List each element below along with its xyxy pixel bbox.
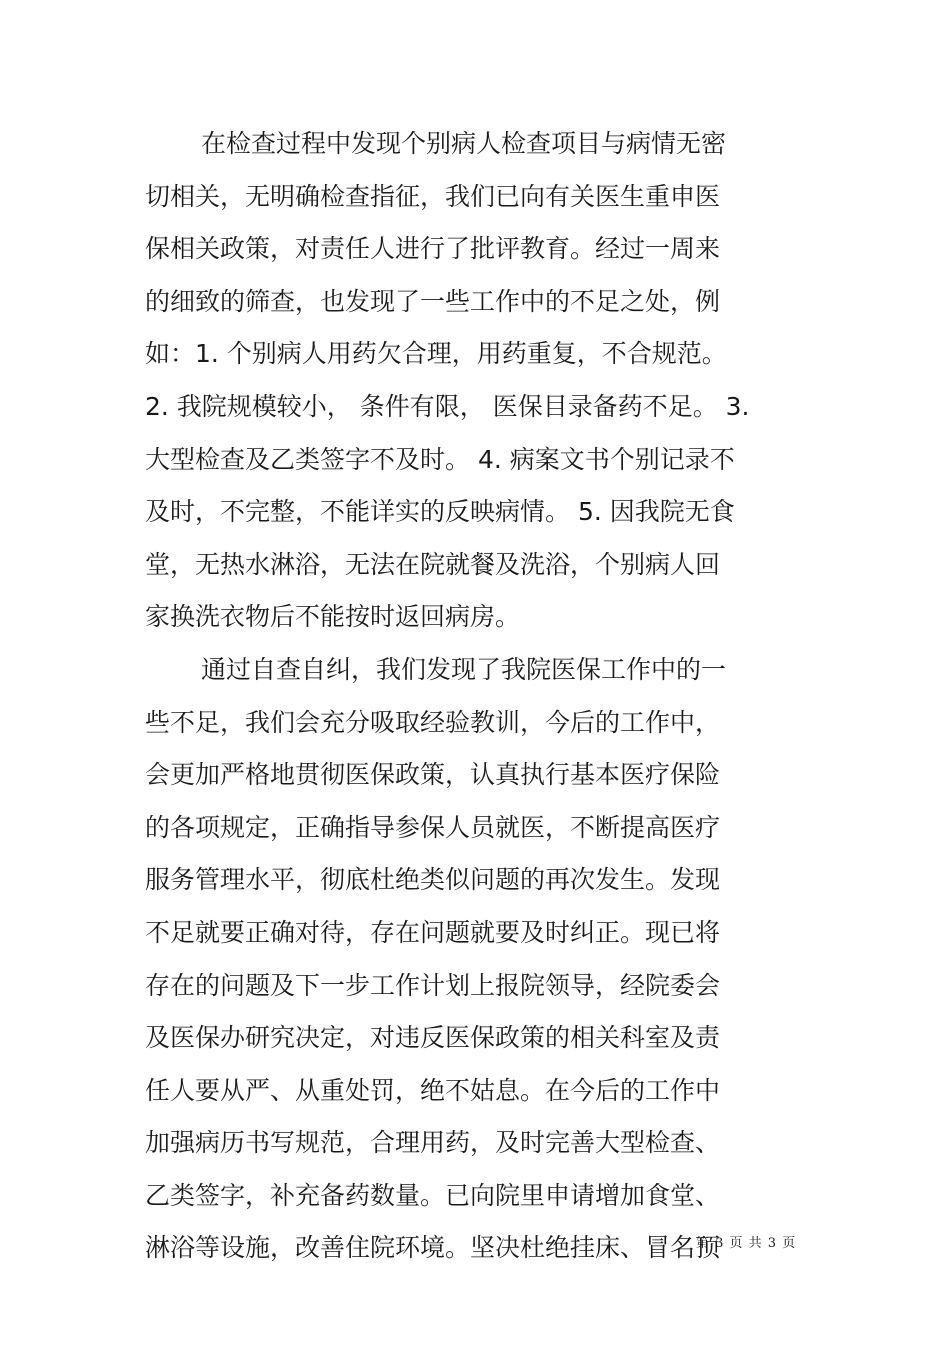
paragraph-line: 的细致的筛查，也发现了一些工作中的不足之处，例	[145, 286, 721, 316]
paragraph-line: 通过自查自纠，我们发现了我院医保工作中的一	[201, 654, 727, 684]
body-text	[145, 118, 815, 1275]
paragraph-line: 些不足，我们会充分吸取经验教训，今后的工作中，	[145, 707, 721, 737]
paragraph-line: 家换洗衣物后不能按时返回病房。	[145, 602, 521, 632]
paragraph-line: 加强病历书写规范，合理用药，及时完善大型检查、	[145, 1128, 721, 1158]
paragraph-line: 不足就要正确对待，存在问题就要及时纠正。现已将	[145, 917, 721, 947]
paragraph-line: 如：1. 个别病人用药欠合理，用药重复，不合规范。	[145, 339, 727, 369]
paragraph-line: 服务管理水平，彻底杜绝类似问题的再次发生。发现	[145, 865, 721, 895]
paragraph-line: 保相关政策，对责任人进行了批评教育。经过一周来	[145, 234, 721, 264]
paragraph-line: 在检查过程中发现个别病人检查项目与病情无密	[201, 129, 727, 158]
paragraph-line: 及时，不完整，不能详实的反映病情。 5. 因我院无食	[145, 497, 735, 527]
paragraph-line: 的各项规定，正确指导参保人员就医，不断提高医疗	[145, 812, 721, 842]
paragraph-line: 会更加严格地贯彻医保政策，认真执行基本医疗保险	[145, 760, 721, 790]
paragraph-line: 任人要从严、从重处罚，绝不姑息。在今后的工作中	[145, 1075, 721, 1105]
paragraph-line: 淋浴等设施，改善住院环境。坚决杜绝挂床、冒名顶	[145, 1233, 721, 1263]
paragraph-line: 切相关，无明确检查指征，我们已向有关医生重申医	[145, 181, 721, 211]
paragraph-line: 2. 我院规模较小， 条件有限， 医保目录备药不足。 3.	[145, 391, 750, 421]
page-number-footer: 第 3 页 共 3 页	[696, 1236, 797, 1251]
paragraph-line: 堂，无热水淋浴，无法在院就餐及洗浴，个别病人回	[145, 549, 721, 579]
paragraph-line: 存在的问题及下一步工作计划上报院领导，经院委会	[145, 970, 721, 1000]
paragraph-line: 大型检查及乙类签字不及时。 4. 病案文书个别记录不	[145, 444, 735, 474]
paragraph-line: 乙类签字，补充备药数量。已向院里申请增加食堂、	[145, 1180, 721, 1210]
paragraph-line: 及医保办研究决定，对违反医保政策的相关科室及责	[145, 1023, 721, 1053]
